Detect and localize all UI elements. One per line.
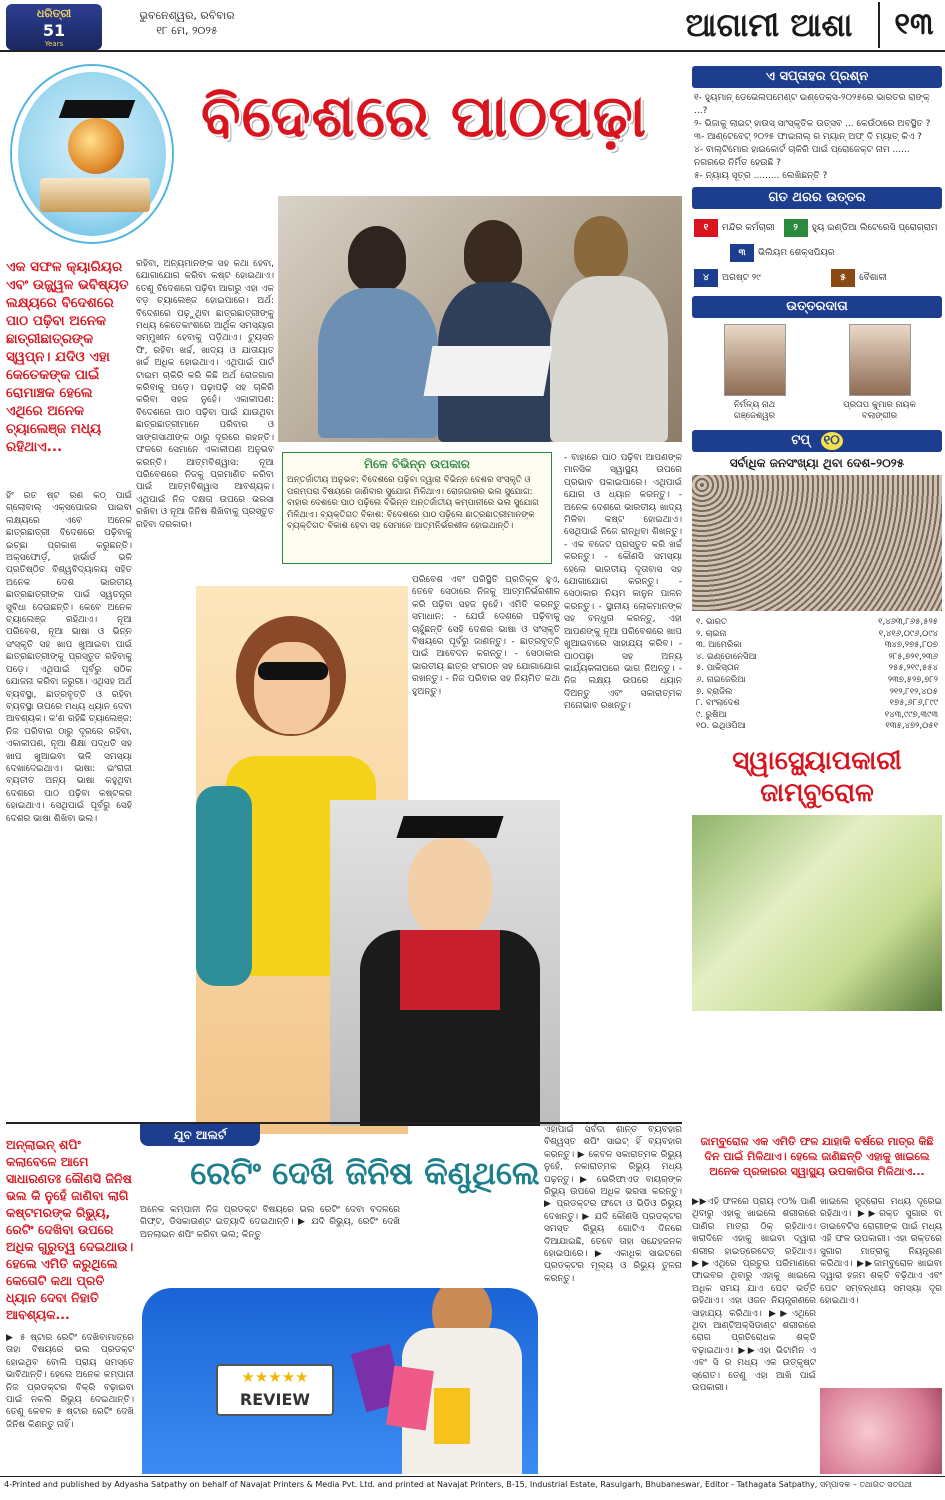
badge-number: 51 [42, 20, 66, 40]
benefits-box [282, 452, 552, 564]
population-country: ୪. ଇଣ୍ଡୋନେସିଆ [696, 651, 757, 662]
population-row [696, 663, 938, 675]
review-card [216, 1364, 334, 1416]
answer-text: ହ୍ୟୁ ଇଣ୍ଡିଆ ଲିଟେରେସି ପ୍ରୋଗ୍ରାମ [811, 223, 938, 233]
winner-card [710, 324, 800, 422]
answer-item [694, 219, 775, 237]
review-intro: ଅନ୍‌ଲାଇନ୍ ଶପିଂ କଲାବେଳେ ଆମେ ସାଧାରଣତଃ କୌଣସି ଜିନିଷ ଭଲ କି ନୁହେଁ ଜାଣିବା ଲାଗି କଷ୍ଟମରଙ୍କ ରିଭ୍ୟୁ, ରେଟିଂ ଦେଖିବା ଉପରେ ଅଧିକ ଗୁରୁତ୍ୱ ଦେଇଥାଉ। ହେଲେ ଏମିତି କରୁଥିଲେ କେତୋଟି କଥା ପ୍ରତି ଧ୍ୟାନ ଦେବା ନିହାତି ଆବଶ୍ୟକ... [6, 1137, 134, 1322]
population-country: ୬. ନାଇଜେରିଆ [696, 674, 746, 685]
benefits-title: ମିଳେ ବିଭିନ୍ନ ଉପକାର [364, 457, 470, 471]
globe-icon [68, 118, 124, 174]
student-head-1 [348, 226, 406, 292]
winner-name: ନିର୍ମଳ୍ୟ ନାଥ [733, 400, 776, 410]
population-country: ୫. ପାକିସ୍ତାନ [696, 663, 740, 674]
population-value: ୧,୪୧୬,୦୯୬,୦୯୪ [878, 628, 938, 639]
quiz-question: ୨- ଭିଜାକୁ ଲାଇଟ୍ ହାଉସ୍ ସାଂସ୍କୃତିକ ଉତ୍ସବ ... କେଉଁଠାରେ ଅବସ୍ଥିତ ? [694, 119, 931, 129]
answer-text: ମନ୍ଦିର କର୍ମଚାରୀ [722, 223, 775, 233]
graduate-photo [330, 800, 560, 1126]
review-label: REVIEW [239, 1390, 311, 1409]
top10-heading [692, 430, 942, 452]
story-column-4: - ବାହାରେ ପାଠ ପଢ଼ିବା ଆପଣଙ୍କ ମାନସିକ ସ୍ୱାସ୍ଥ୍ୟ ଉପରେ ପ୍ରଭାବ ପକାଇପାରେ। ଏଥିପାଇଁ ଯୋଗ ଓ ଧ୍ୟାନ କରନ୍ତୁ। - ଅନେକ ଦେଶରେ ଭାରତୀୟ ଖାଦ୍ୟ ମିଳିବା କଷ୍ଟ ହୋଇଥାଏ। ସେଥିପାଇଁ ନିଜେ ରାନ୍ଧିବା ଶିଖନ୍ତୁ। - ଏକ ବଜେଟ ପ୍ରସ୍ତୁତ କରି ଖର୍ଚ୍ଚ କରନ୍ତୁ। - କୌଣସି ସମସ୍ୟା ହେଲେ ଭାରତୀୟ ଦୂତାବାସ ସହ ଯୋଗାଯୋଗ କରନ୍ତୁ। - ସେଠାକାର ନିୟମ କାନୁନ ପାଳନ କରନ୍ତୁ। - ସ୍ଥାନୀୟ ଲୋକମାନଙ୍କ ସହ ବନ୍ଧୁତା କରନ୍ତୁ, ଏହା ଆପଣଙ୍କୁ ନୂଆ ପରିବେଶରେ ଖାପ ଖୁଆଇବାରେ ସାହାଯ୍ୟ କରିବ। - ପାଠପଢ଼ା ସହ ଅନ୍ୟ କାର୍ଯ୍ୟକଳାପରେ ଭାଗ ନିଅନ୍ତୁ। - ନିଜ ଲକ୍ଷ୍ୟ ଉପରେ ଧ୍ୟାନ ଦିଅନ୍ତୁ ଏବଂ ସକାରାତ୍ମକ ମନୋଭାବ ରଖନ୍ତୁ। [564, 453, 682, 712]
youth-alert-label: ଯୁବ ଆଲର୍ଟ [140, 1124, 260, 1146]
answer-item [694, 269, 822, 287]
review-column-2: ଅନେକ କମ୍ପାନୀ ନିଜ ପ୍ରଡକ୍ଟ ବିଷୟରେ ଭଲ ରେଟିଂ ଦେବା ବଦଳରେ ଗିଫ୍ଟ, ଡିସକାଉଣ୍ଟ ଇତ୍ୟାଦି ଦେଇଥାନ୍ତି। ▶ ଯଦି ରିଭ୍ୟୁ, ରେଟିଂ ଦେଖି ଅନଲାଇନ ଶପିଂ କରିବା ଭଲ; କିନ୍ତୁ [140, 1205, 400, 1240]
graduation-cap-icon [59, 100, 136, 118]
health-caption: ଜାମ୍ବୁରୋଳ ଏକ ଏମିତି ଫଳ ଯାହାକି ବର୍ଷରେ ମାତ୍ର କିଛି ଦିନ ପାଇଁ ମିଳିଥାଏ। ହେଲେ ଜାଣିଛନ୍ତି ଏହାକୁ ଖାଇଲେ ଅନେକ ପ୍ରକାରର ସ୍ୱାସ୍ଥ୍ୟ ଉପକାରିତା ମିଳିଥାଏ... [700, 1135, 934, 1178]
story-column-3: ପରିବେଶ ଏବଂ ପରିସ୍ଥିତି ପ୍ରତିକୂଳ ହୁଏ, ତେବେ ସେଠାରେ ନିଜକୁ ଆତ୍ମନିର୍ଭରଶୀଳ କରି ପଢ଼ିବା ସହଜ ନୁହେଁ। ଏମିତି କରନ୍ତୁ ସମାଧାନ: - ଯେଉଁ ଦେଶରେ ପଢ଼ିବାକୁ ଚାହୁଁଛନ୍ତି ସେହି ଦେଶର ଭାଷା ଓ ସଂସ୍କୃତି ବିଷୟରେ ପୂର୍ବରୁ ଜାଣନ୍ତୁ। - ଛାତ୍ରବୃତ୍ତି ପାଇଁ ଆବେଦନ କରନ୍ତୁ। - ସେଠାକାର ଭାରତୀୟ ଛାତ୍ର ସଂଗଠନ ସହ ଯୋଗାଯୋଗ ରଖନ୍ତୁ। - ନିଜ ପରିବାର ସହ ନିୟମିତ କଥା ହୁଅନ୍ତୁ। [412, 575, 560, 697]
sunglasses-icon [258, 662, 328, 680]
quiz-questions [692, 88, 942, 187]
health-column-2: ଖାଇଲେ ହୃଦ୍‌ରୋଗ ମଧ୍ୟ ଦୂରେଇ ରହିଥାଏ। ▶▶ରକ୍ତ ସୁଗାର ବା ଡାଇବେଟିସ ରୋଗୀଙ୍କ ପାଇଁ ମଧ୍ୟ ଏହି ଫଳ ଉପକାରୀ। ଏହା ରକ୍ତରେ ସୁଗାର ମାତ୍ରାକୁ ନିୟନ୍ତ୍ରଣ କରିଥାଏ। ▶▶ଜାମ୍ବୁରୋଳ ଖାଇବା ଦ୍ୱାରା ହଜମ ଶକ୍ତି ବଢ଼ିଥାଏ ଏବଂ ପେଟ ସମ୍ବନ୍ଧୀୟ ସମସ୍ୟା ଦୂର ହୋଇଥାଏ। [820, 1197, 942, 1307]
winner-name: ପ୍ରତାପ କୁମାର ନାୟକ [843, 400, 916, 410]
imprint-footer [0, 1476, 945, 1500]
winner-photo [724, 324, 786, 396]
answer-item [784, 219, 938, 237]
open-book-icon [40, 178, 150, 212]
population-country: ୨. ଚାଇନା [696, 628, 727, 639]
top10-label: ଟପ୍ [791, 433, 811, 448]
population-row [696, 721, 938, 733]
badge-line1: ଧରିତ୍ରୀ [36, 6, 72, 20]
student-head-3 [574, 216, 628, 280]
answer-text: ଭିଲିୟମ ଶେକ୍ସପିୟର [758, 248, 835, 258]
crowd-photo [692, 475, 942, 611]
winners-list [692, 318, 942, 428]
answers-list [692, 209, 942, 296]
answer-text: ଅଗଷ୍ଟ ୨୯ [722, 273, 761, 283]
answer-number: ୨ [784, 219, 808, 237]
story-column-2: ରହିବା, ଅନ୍ୟମାନଙ୍କ ସହ କଥା ହେବା, ଯୋଗାଯୋଗ କରିବା କଷ୍ଟ ହୋଇଥାଏ। ତେଣୁ ବିଦେଶରେ ପଢ଼ିବା ଆଗରୁ ଏହା ଏକ ବଡ଼ ଚ୍ୟାଲେଞ୍ଜ ହୋଇପାରେ। ଅର୍ଥ: ବିଦେଶରେ ପଢ଼ୁଥିବା ଛାତ୍ରଛାତ୍ରୀଙ୍କୁ ମଧ୍ୟ କେତେକାଂଶରେ ଆର୍ଥିକ ସମସ୍ୟାର ସମ୍ମୁଖୀନ ହେବାକୁ ପଡ଼ିଥାଏ। ଟ୍ୟୁସନ ଫି, ରହିବା ଖର୍ଚ୍ଚ, ଖାଦ୍ୟ ଓ ଯାତାୟାତ ଖର୍ଚ୍ଚ ଅଧିକ ହୋଇଥାଏ। ଏଥିପାଇଁ ପାର୍ଟ ଟାଇମ ଚାକିରି କରି କିଛି ଅର୍ଥ ରୋଜଗାର କରିବାକୁ ପଡ଼େ। ପଢ଼ାପଢ଼ି ସହ ଚାକିରି କରିବା ସହଜ ନୁହେଁ। ଏକାକୀପଣ: ବିଦେଶରେ ପାଠ ପଢ଼ିବା ପାଇଁ ଯାଉଥିବା ଛାତ୍ରଛାତ୍ରୀମାନେ ପରିବାର ଓ ସାଙ୍ଗସାଥୀଙ୍କ ଠାରୁ ଦୂରରେ ରହନ୍ତି। ଫଳରେ ସେମାନେ ଏକାକୀପଣ ଅନୁଭବ କରନ୍ତି। ଆତ୍ମବିଶ୍ୱାସ: ନୂଆ ପରିବେଶରେ ନିଜକୁ ପ୍ରମାଣିତ କରିବା ପାଇଁ ଆତ୍ମବିଶ୍ୱାସ ଆବଶ୍ୟକ। ଏଥିପାଇଁ ନିଜ ଦକ୍ଷତା ଉପରେ ଭରସା ରଖିବା ଓ ନୂଆ ଜିନିଷ ଶିଖିବାକୁ ପ୍ରସ୍ତୁତ ରହିବା ଦରକାର। [136, 259, 274, 530]
population-country: ୧. ଭାରତ [696, 617, 727, 627]
benefits-body: ଅନ୍ତର୍ଜାତୀୟ ଅନୁଭବ: ବିଦେଶରେ ପଢ଼ିବା ଦ୍ୱାରା ବିଭିନ୍ନ ଦେଶର ସଂସ୍କୃତି ଓ ପରମ୍ପରା ବିଷୟରେ ଜାଣିବାର ସୁଯୋଗ ମିଳିଥାଏ। ରୋଜଗାରର ଭଲ ସୁଯୋଗ: ବାହାର ଦେଶରେ ପାଠ ପଢ଼ିଲେ ବିଭିନ୍ନ ଅନ୍ତର୍ଜାତୀୟ କମ୍ପାନୀରେ ଭଲ ସୁଯୋଗ ମିଳିଥାଏ। ବ୍ୟକ୍ତିଗତ ବିକାଶ: ବିଦେଶରେ ପାଠ ପଢ଼ିଲେ ଛାତ୍ରଛାତ୍ରୀମାନଙ୍କ ବ୍ୟକ୍ତିଗତ ବିକାଶ ହେବା ସହ ସେମାନେ ଆତ୍ମନିର୍ଭରଶୀଳ ହୋଇଥାନ୍ତି। [287, 475, 539, 531]
answer-text: ବୈଶାଳୀ [859, 273, 887, 283]
winner-photo [849, 324, 911, 396]
anniversary-badge [6, 4, 102, 50]
answer-item [831, 269, 887, 287]
answer-item [730, 244, 835, 262]
answer-number: ୫ [831, 269, 855, 287]
population-value: ୨୩୭,୫୨୭,୭୮୨ [887, 674, 938, 685]
page-number: ୧୩ [894, 7, 934, 42]
population-value: ୨୧୨,୮୧୨,୪୦୫ [889, 686, 938, 697]
laptop [424, 346, 553, 396]
answer-number: ୩ [730, 244, 754, 262]
population-value: ୨୫୫,୨୧୯,୫୫୪ [888, 663, 938, 674]
winner-card [835, 324, 925, 422]
backpack-icon [196, 786, 252, 986]
review-column-3: ଏହାପାଇଁ ସର୍ବଦା ଶାନ୍ତ ବ୍ୟବହାର ବିଶ୍ୱସ୍ତ ଶପିଂ ସାଇଟ୍ ହିଁ ବ୍ୟବହାର କରନ୍ତୁ। ▶ କେବଳ ସକାରାତ୍ମକ ରିଭ୍ୟୁ ନୁହେଁ, ନକାରାତ୍ମକ ରିଭ୍ୟୁ ମଧ୍ୟ ପଢ଼ନ୍ତୁ। ▶ ଭେରିଫାଏଡ ବାୟର୍‌ଙ୍କ ରିଭ୍ୟୁ ଉପରେ ଅଧିକ ଭରସା କରନ୍ତୁ। ▶ ପ୍ରଡକ୍ଟର ଫଟୋ ଓ ଭିଡିଓ ରିଭ୍ୟୁ ଦେଖନ୍ତୁ। ▶ ଯଦି କୌଣସି ପ୍ରଡକ୍ଟର ସମସ୍ତ ରିଭ୍ୟୁ ଗୋଟିଏ ଦିନରେ ଦିଆଯାଇଛି, ତେବେ ତାହା ସନ୍ଦେହଜନକ ହୋଇପାରେ। ▶ ଏକାଧିକ ସାଇଟରେ ପ୍ରଡକ୍ଟର ମୂଲ୍ୟ ଓ ରିଭ୍ୟୁ ତୁଳନା କରନ୍ତୁ। [544, 1125, 682, 1284]
dateline [112, 8, 262, 38]
population-country: ୮. ବାଂଲାଦେଶ [696, 698, 740, 709]
winner-place: ବଲାଙ୍ଗୀର [861, 411, 898, 421]
shopping-bag-icon [434, 1388, 470, 1444]
population-country: ୭. ବ୍ରାଜିଲ [696, 686, 733, 697]
winners-heading: ଉତ୍ତରଦାତା [692, 296, 942, 318]
population-row [696, 629, 938, 641]
population-row [696, 652, 938, 664]
population-row [696, 640, 938, 652]
imprint-text: 4-Printed and published by Adyasha Satpathy on behalf of Navajat Printers & Media Pvt. Ltd. and printed at Navajat Printers, B-15, Industrial Estate, Rasulgarh, Bhubaneswar, Editor - Tathagata Satpathy, ସମ୍ପାଦକ – ତଥାଗତ ସତପଥୀ [4, 1480, 912, 1489]
quiz-question: ୫- ନ୍ୟାୟ ସୂତ୍ର ......... ଲେଖିଛନ୍ତି ? [694, 171, 828, 181]
answer-number: ୪ [694, 269, 718, 287]
student-body-3 [550, 276, 668, 442]
health-column-1: ▶▶ଏହି ଫଳରେ ପ୍ରାୟ ୯୦% ପାଣି ଥିବାରୁ ଏହାକୁ ଖାଇଲେ ଶରୀରରେ ପାଣିର ମାତ୍ରା ଠିକ୍ ରହିଥାଏ। ଖରାଦିନେ ଏହାକୁ ଖାଇବା ଦ୍ୱାରା ଶରୀର ହାଇଡ୍ରେଟେଡ୍ ରହିଥାଏ। ▶▶ଏଥିରେ ପ୍ରଚୁର ପରିମାଣରେ ଫାଇବର ଥିବାରୁ ଏହାକୁ ଖାଇଲେ ଅଧିକ ସମୟ ଯାଏ ପେଟ ଭର୍ତ୍ତି ରହିଥାଏ। ଏହା ଓଜନ ନିୟନ୍ତ୍ରଣରେ ସାହାଯ୍ୟ କରିଥାଏ। ▶▶ଏଥିରେ ଥିବା ଆଣ୍ଟିଅକ୍ସିଡାଣ୍ଟ ଶରୀରରେ ରୋଗ ପ୍ରତିରୋଧକ ଶକ୍ତି ବଢ଼ାଇଥାଏ। ▶▶ଏହା ଭିଟାମିନ ଏ ଏବଂ ସି ର ମଧ୍ୟ ଏକ ଉତ୍କୃଷ୍ଟ ସ୍ରୋତ। ତେଣୁ ଏହା ଆଖି ପାଇଁ ଉପକାରୀ। [692, 1197, 816, 1394]
population-row [696, 675, 938, 687]
story-intro: ଏକ ସଫଳ କ୍ୟାରିୟର ଏବଂ ଉଜ୍ଜ୍ୱଳ ଭବିଷ୍ୟତ ଲକ୍ଷ୍ୟରେ ବିଦେଶରେ ପାଠ ପଢ଼ିବା ଅନେକ ଛାତ୍ରୀଛାତ୍ରଙ୍କ ସ୍ୱପ୍ନ। ଯଦିଓ ଏହା କେତେକଙ୍କ ପାଇଁ ରୋମାଞ୍ଚକ ହେଲେ ଏଥିରେ ଅନେକ ଚ୍ୟାଲେଞ୍ଜ ମଧ୍ୟ ରହିଥାଏ... [6, 259, 129, 455]
population-row [696, 710, 938, 722]
right-column [692, 66, 942, 1126]
masthead [0, 0, 945, 52]
population-value: ୧,୪୬୩,୮୬୫,୫୨୫ [878, 617, 938, 627]
quiz-question: ୧- ହ୍ୟୁମାନ୍ ଡେଭେଲପମେଣ୍ଟ ଇଣ୍ଡେକ୍ସ-୨୦୨୫ରେ ଭାରତର ରାଙ୍କ୍ ...? [694, 93, 930, 116]
answer-number: ୧ [694, 219, 718, 237]
rose-apple-photo [692, 815, 942, 1011]
population-value: ୨୮୫,୭୨୧,୨୩୬ [888, 651, 938, 662]
dateline-date: ୧୮ ମେ, ୨୦୨୫ [156, 24, 218, 37]
gown-sash [400, 930, 500, 1010]
graduate-face [408, 838, 492, 938]
students-photo [278, 196, 682, 442]
population-country: ୯. ରୁଷିଆ [696, 709, 727, 720]
rose-apple-photo-2 [820, 1388, 942, 1474]
student-body-1 [318, 288, 438, 438]
story-column-1: ହିଂ ରତ ଷ୍ଟ ରଣ କଠ୍ ପାଇଁ ଗ୍ଲୋବାଲ୍ ଏକ୍ସପୋଜର ପାଇବା ଲକ୍ଷ୍ୟରେ ଏବେ ଅନେକ ଛାତ୍ରଛାତ୍ରୀ ବିଦେଶରେ ପଢ଼ିବାକୁ ଇଚ୍ଛା ପ୍ରକାଶ କରୁଛନ୍ତି। ଅକ୍ସଫୋର୍ଡ଼, ହାର୍ଭାର୍ଡ ଭଳି ପ୍ରତିଷ୍ଠିତ ବିଶ୍ୱବିଦ୍ୟାଳୟ ସହିତ ଅନେକ ଦେଶ ଭାରତୀୟ ଛାତ୍ରଛାତ୍ରୀଙ୍କ ପାଇଁ ସ୍ୱତନ୍ତ୍ର ସୁବିଧା ଦେଉଛନ୍ତି। କେବେ ଅନେକ ଚ୍ୟାଲେଞ୍ଜ ରହିଥାଏ। ନୂଆ ପରିବେଶ, ନୂଆ ଭାଷା ଓ ଭିନ୍ନ ସଂସ୍କୃତି ସହ ଖାପ ଖୁଆଇବା ପାଇଁ ଛାତ୍ରଛାତ୍ରୀଙ୍କୁ ପ୍ରସ୍ତୁତ ରହିବାକୁ ପଡ଼େ। ଏଥିପାଇଁ ପୂର୍ବରୁ ସଠିକ ଯୋଜନା କରିବା ଜରୁରୀ। ଏଥିସହ ଅର୍ଥ ବ୍ୟବସ୍ଥା, ଛାତ୍ରବୃତ୍ତି ଓ ରହିବା ବ୍ୟବସ୍ଥା ଉପରେ ମଧ୍ୟ ଧ୍ୟାନ ଦେବା ଆବଶ୍ୟକ। କ'ଣ ରହିଛି ଚ୍ୟାଲେଞ୍ଜ: ନିଜ ପରିବାର ଠାରୁ ଦୂରରେ ରହିବା, ଏକାକୀପଣ, ନୂଆ ଶିକ୍ଷା ପଦ୍ଧତି ସହ ଖାପ ଖୁଆଇବା ଭଳି ସମସ୍ୟା ଦେଖାଦେଇଥାଏ। ଭାଷା: ଇଂରାଜୀ ବ୍ୟତୀତ ଅନ୍ୟ ଭାଷା କହୁଥିବା ଦେଶରେ ପାଠ ପଢ଼ିବା କଷ୍ଟକର ହୋଇଥାଏ। ସେଥିପାଇଁ ପୂର୍ବରୁ ସେହି ଦେଶର ଭାଷା ଶିଖିବା ଭଲ। [6, 491, 132, 824]
shopping-bag-icon [386, 1366, 434, 1431]
population-value: ୧୭୫,୬୮୬,୮୯୯ [889, 698, 938, 709]
student-head-2 [464, 220, 522, 286]
population-country: ୩. ଆମେରିକା [696, 640, 742, 651]
population-list [692, 611, 942, 739]
answers-heading: ଗତ ଥରର ଉତ୍ତର [692, 187, 942, 209]
population-country: ୧୦. ଇଥିଓପିଆ [696, 721, 746, 732]
population-value: ୧୪୩,୯୯୭,୩୯୩ [884, 709, 938, 720]
review-illustration [142, 1288, 538, 1474]
quiz-question: ୩- ଆଣ୍ଟେବେଟ୍ ୨୦୨୫ ଫାଇନାଲ୍ ର ମ୍ୟାନ୍ ଅଫ୍ ଦି ମ୍ୟାଚ୍ କିଏ ? [694, 132, 922, 142]
quiz-heading: ଏ ସପ୍ତାହର ପ୍ରଶ୍ନ [692, 66, 942, 88]
health-headline: ସ୍ୱାସ୍ଥ୍ୟୋପକାରୀ ଜାମ୍ବୁରୋଳ [732, 745, 902, 808]
review-headline: ରେଟିଂ ଦେଖି ଜିନିଷ କିଣୁଥିଲେ [190, 1154, 540, 1192]
population-value: ୩୪୭,୨୭୫,୮୦୭ [884, 640, 938, 651]
quiz-question: ୪- ବାଲ୍ଟିମୋର ହାଇକୋର୍ଟ ଚାକିରି ପାଇଁ ପ୍ରୋଜେକ୍ଟ ନାମ ...... ନଗରରେ ନିର୍ମିତ ହେଉଛି ? [694, 145, 910, 168]
population-value: ୧୩୫,୪୭୨,୦୫୧ [885, 721, 938, 732]
review-column-1: ▶ ୫ ଷ୍ଟାର ରେଟିଂ ଦେଖିବାମାତ୍ରେ ତାହା ବିଷୟରେ ଭଲ ପ୍ରଡକ୍ଟ ହୋଇଥିବ ବୋଲି ପ୍ରାୟ ସମସ୍ତେ ଭାବିଥାନ୍ତି। ହେଲେ ଅନେକ କମ୍ପାନୀ ନିଜ ପ୍ରଡକ୍ଟର ବିକ୍ରି ବଢ଼ାଇବା ପାଇଁ ନକଲି ରିଭ୍ୟୁ ଦେଇଥାନ୍ତି। ତେଣୁ କେବଳ ୫ ଷ୍ଟାର ରେଟିଂ ଦେଖି ଜିନିଷ କିଣନ୍ତୁ ନାହିଁ। [6, 1333, 134, 1430]
dateline-day: ଭୁବନେଶ୍ୱର, ରବିବାର [139, 9, 235, 22]
population-row [696, 698, 938, 710]
main-headline: ବିଦେଶରେ ପାଠପଢ଼ା [201, 82, 647, 150]
top10-title: ସର୍ବାଧିକ ଜନସଂଖ୍ୟା ଥିବା ଦେଶ–୨୦୨୫ [729, 456, 905, 470]
population-row [696, 687, 938, 699]
top10-number: ୧୦ [821, 432, 843, 450]
winner-place: ଗଞ୍ଜେଶ୍ୱର [733, 411, 776, 421]
supplement-title: ଆଗାମୀ ଆଶା [660, 2, 880, 48]
population-row [696, 617, 938, 629]
star-rating-icon: ★★★★★ [241, 1368, 309, 1386]
badge-years: Years [44, 39, 64, 48]
face [254, 642, 330, 734]
